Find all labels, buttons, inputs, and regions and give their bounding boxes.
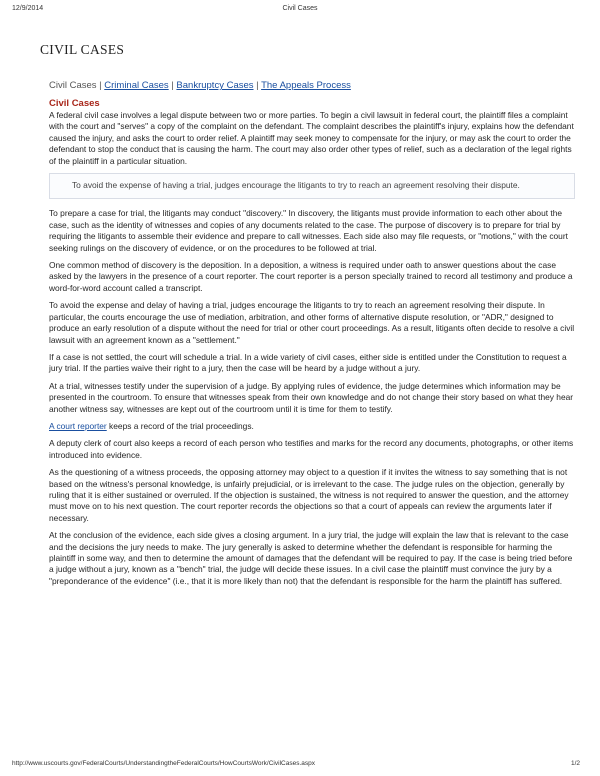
paragraph-objection: As the questioning of a witness proceeds, the opposing attorney may object to a question if it invites the witness to say something that is not based on the witness's personal knowledge, is unfairly prejudicial, or is irrelevant to the case. The judge rules on the objection, generally by ruling that it is either sustained or overruled. If the objection is sustained, the witness is not required to answer the question, and the attorney must move on to his next question. The court reporter records the objections so that a court of appeals can review the arguments later if necessary. [49,467,569,523]
section-heading: Civil Cases [49,98,100,109]
paragraph-conclusion: At the conclusion of the evidence, each side gives a closing argument. In a jury trial, the judge will explain the law that is relevant to the case and the decisions the jury needs to make. The jury generally is asked to determine whether the defendant is responsible for harming the plaintiff in some way, and then to determine the amount of damages that the defendant will be required to pay. If the case is being tried before a judge without a jury, known as a "bench" trial, the judge will decide these issues. In a civil case the plaintiff must convince the jury by a "preponderance of the evidence" (i.e., that it is more likely than not) that the defendant is responsible for the harm the plaintiff has suffered. [49,530,573,586]
nav-separator: | [96,80,105,91]
nav-link-bankruptcy-cases[interactable]: Bankruptcy Cases [176,80,254,91]
paragraph-court-reporter [49,421,575,432]
main-content [49,80,575,593]
paragraph-deputy-clerk: A deputy clerk of court also keeps a record of each person who testifies and marks for the record any documents, photographs, or other items introduced into evidence. [49,438,574,460]
nav-separator: | [253,80,262,91]
paragraph-deposition: One common method of discovery is the deposition. In a deposition, a witness is required under oath to answer questions about the case asked by the lawyers in the presence of a court reporter. The court reporter is a person specially trained to record all testimony and produce a word-for-word account called a transcript. [49,260,573,293]
paragraph-witnesses: At a trial, witnesses testify under the supervision of a judge. By applying rules of evidence, the judge determines which information may be presented in the courtroom. To ensure that witnesses speak from their own knowledge and do not change their story based on what they hear another witness say, witnesses are kept out of the courtroom until it is time for them to testify. [49,380,574,414]
breadcrumb-nav [49,80,575,91]
court-reporter-link[interactable]: A court reporter [49,420,107,431]
source-url: http://www.uscourts.gov/FederalCourts/UnderstandingtheFederalCourts/HowCourtsWork/CivilCases.aspx [12,760,315,767]
nav-link-criminal-cases[interactable]: Criminal Cases [104,80,169,91]
print-footer [12,760,588,770]
print-title: Civil Cases [282,5,318,12]
print-date: 12/9/2014 [12,5,44,12]
paragraph-intro: A federal civil case involves a legal dispute between two or more parties. To begin a civil lawsuit in federal court, the plaintiff files a complaint with the court and "serves" a copy of the complaint on the defendant. The complaint describes the plaintiff's injury, explains how the defendant caused the injury, and asks the court to order relief. A plaintiff may seek money to compensate for the injury, or may ask the court to order the defendant to stop the conduct that is causing the harm. The court may also order other types of relief, such as a declaration of the legal rights of the plaintiff in a particular situation. [49,110,574,166]
nav-link-appeals-process[interactable]: The Appeals Process [261,80,351,91]
callout-box: To avoid the expense of having a trial, judges encourage the litigants to try to reach an agreement resolving their dispute. [49,173,575,199]
paragraph-jury: If a case is not settled, the court will schedule a trial. In a wide variety of civil cases, either side is entitled under the Constitution to request a jury trial. If the parties waive their right to a jury, then the case will be heard by a judge without a jury. [49,351,567,374]
page-number: 1/2 [570,760,580,767]
page-title: CIVIL CASES [40,42,125,57]
paragraph-adr: To avoid the expense and delay of having a trial, judges encourage the litigants to try to reach an agreement resolving their dispute. In particular, the courts encourage the use of mediation, arbitration, and other forms of alternative dispute resolution, or "ADR," designed to produce an early resolution of a dispute without the need for trial or other court proceedings. As a result, litigants often decide to resolve a civil lawsuit with an agreement known as a "settlement." [49,300,575,345]
nav-separator: | [168,80,177,91]
print-header [12,5,588,17]
court-reporter-text: keeps a record of the trial proceedings. [106,420,254,431]
paragraph-discovery: To prepare a case for trial, the litigants may conduct "discovery." In discovery, the litigants must provide information to each other about the case, such as the identity of witnesses and copies of any documents related to the case. The purpose of discovery is to prepare for trial by requiring the litigants to assemble their evidence and prepare to call witnesses. Each side also may file requests, or "motions," with the court seeking rulings on the discovery of evidence, or on the procedures to be followed at trial. [49,208,568,253]
nav-current: Civil Cases [49,80,97,91]
